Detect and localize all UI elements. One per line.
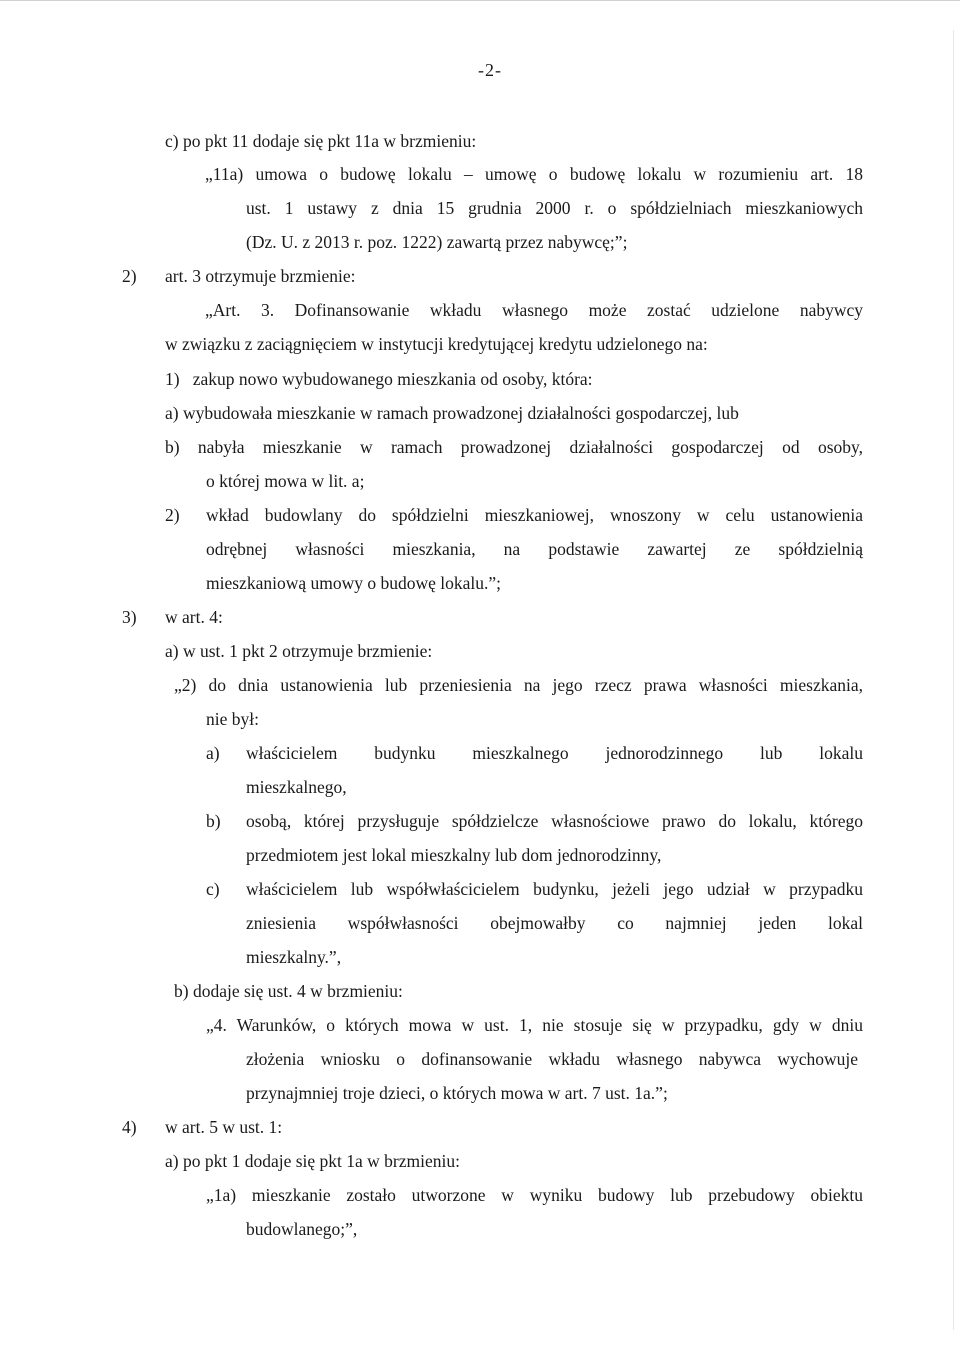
text-line: odrębnej własności mieszkania, na podstawie zawartej ze spółdzielnią	[206, 539, 863, 559]
text-line: a) po pkt 1 dodaje się pkt 1a w brzmieniu:	[165, 1151, 460, 1171]
text-line: mieszkalny.”,	[246, 947, 342, 967]
text-line: budowlanego;”,	[246, 1219, 358, 1239]
text-line: w związku z zaciągnięciem w instytucji kredytującej kredytu udzielonego na:	[165, 334, 708, 354]
list-number: 4)	[122, 1117, 137, 1137]
text-line: „4. Warunków, o których mowa w ust. 1, nie stosuje się w przypadku, gdy w dniu	[206, 1015, 863, 1035]
text-line: właścicielem lub współwłaścicielem budynku, jeżeli jego udział w przypadku	[246, 879, 863, 899]
list-number: 3)	[122, 607, 137, 627]
text-line: zniesienia współwłasności obejmowałby co najmniej jeden lokal	[246, 913, 863, 933]
text-line: przedmiotem jest lokal mieszkalny lub dom jednorodzinny,	[246, 845, 662, 865]
text-line: (Dz. U. z 2013 r. poz. 1222) zawartą przez nabywcę;”;	[246, 232, 628, 252]
scan-top-edge	[0, 0, 960, 1]
text-line: w art. 5 w ust. 1:	[165, 1117, 283, 1137]
text-line: ust. 1 ustawy z dnia 15 grudnia 2000 r. o spółdzielniach mieszkaniowych	[246, 198, 863, 218]
text-line: wkład budowlany do spółdzielni mieszkaniowej, wnoszony w celu ustanowienia	[206, 505, 863, 525]
text-line: „2) do dnia ustanowienia lub przeniesienia na jego rzecz prawa własności mieszkania,	[174, 675, 863, 695]
list-number: 2)	[165, 505, 180, 525]
list-letter: a)	[206, 743, 220, 763]
list-letter: b)	[206, 811, 221, 831]
text-line: złożenia wniosku o dofinansowanie wkładu własnego nabywca wychowuje	[246, 1049, 858, 1069]
list-number: 2)	[122, 266, 137, 286]
text-line: w art. 4:	[165, 607, 223, 627]
text-line: przynajmniej troje dzieci, o których mowa w art. 7 ust. 1a.”;	[246, 1083, 668, 1103]
text-line: osobą, której przysługuje spółdzielcze własnościowe prawo do lokalu, którego	[246, 811, 863, 831]
text-line: „Art. 3. Dofinansowanie wkładu własnego może zostać udzielone nabywcy	[205, 300, 863, 320]
text-line: właścicielem budynku mieszkalnego jednorodzinnego lub lokalu	[246, 743, 863, 763]
text-line: c) po pkt 11 dodaje się pkt 11a w brzmieniu:	[165, 131, 477, 151]
text-line: a) w ust. 1 pkt 2 otrzymuje brzmienie:	[165, 641, 433, 661]
text-line: 1) zakup nowo wybudowanego mieszkania od osoby, która:	[165, 369, 593, 389]
text-line: nie był:	[206, 709, 259, 729]
text-line: o której mowa w lit. a;	[206, 471, 365, 491]
text-line: „1a) mieszkanie zostało utworzone w wyniku budowy lub przebudowy obiektu	[206, 1185, 863, 1205]
text-line: art. 3 otrzymuje brzmienie:	[165, 266, 356, 286]
text-line: mieszkalnego,	[246, 777, 347, 797]
text-line: „11a) umowa o budowę lokalu – umowę o budowę lokalu w rozumieniu art. 18	[205, 164, 863, 184]
scan-right-edge	[953, 30, 954, 1330]
list-letter: c)	[206, 879, 220, 899]
text-line: mieszkaniową umowy o budowę lokalu.”;	[206, 573, 502, 593]
text-line: a) wybudowała mieszkanie w ramach prowadzonej działalności gospodarczej, lub	[165, 403, 739, 423]
text-line: b) dodaje się ust. 4 w brzmieniu:	[174, 981, 403, 1001]
page-number: -2-	[478, 60, 502, 80]
text-line: b) nabyła mieszkanie w ramach prowadzonej działalności gospodarczej od osoby,	[165, 437, 863, 457]
